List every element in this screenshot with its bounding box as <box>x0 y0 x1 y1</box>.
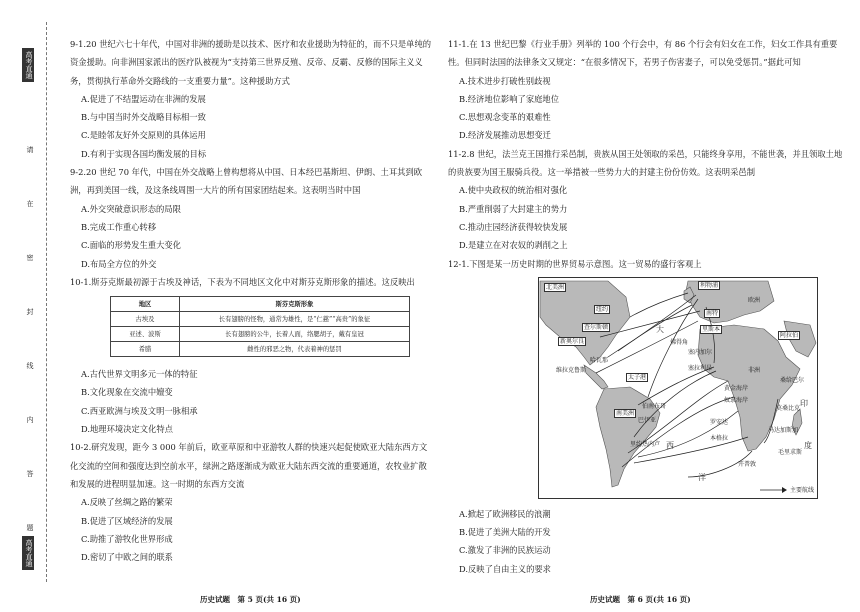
label-port-au-prince: 太子港 <box>628 373 647 381</box>
option-a: A.掀起了欧洲移民的浪潮 <box>459 508 551 519</box>
table-cell-region: 希腊 <box>111 342 180 357</box>
margin-char: 线 <box>26 362 34 369</box>
question-stem: 9-1.20 世纪六七十年代，中国对非洲的援助是以技术、医疗和农业援助为特征的，而不只是单纯的资金援助。向非洲国家派出的医疗队被视为“支持第三世界反殖、反帝、反霸、反修的国际主义义务，贯彻执行革命外交路线的一支重要力量”。这种援助方式 <box>70 39 432 86</box>
option-c: C.是睦邻友好外交原则的具体运用 <box>81 130 206 141</box>
page-footer-right: 历史试题 第 6 页(共 16 页) <box>590 595 691 604</box>
margin-char: 题 <box>26 524 34 531</box>
option-c: C.推动庄园经济获得较快发展 <box>459 221 568 232</box>
option-d: D.是建立在对农奴的剥削之上 <box>459 240 568 251</box>
table-header: 斯芬克斯形象 <box>180 297 410 312</box>
question-stem: 11-1.在 13 世纪巴黎《行业手册》列举的 100 个行会中，有 86 个行会有妇女在工作，妇女工作具有重要性。但同时法国的法律条文又规定：“在很多情况下，若男子伤害妻子，可以免受惩罚。”据此可知 <box>448 39 838 68</box>
margin-char: 请 <box>26 146 34 153</box>
option-c: C.思想观念变革的艰难性 <box>459 112 551 123</box>
margin-char: 封 <box>26 308 34 315</box>
question-9-1 <box>70 35 435 163</box>
label-north-america: 北美洲 <box>546 283 565 291</box>
option-d: D.有利于实现各国均衡发展的目标 <box>81 148 207 159</box>
question-stem: 10-1.斯芬克斯最初源于古埃及神话，下表为不同地区文化中对斯芬克斯形象的描述。这反映出 <box>70 276 415 287</box>
label-mozambique: 莫桑比克 <box>776 404 801 412</box>
label-cape-verde: 佛得角 <box>670 338 689 346</box>
map-legend-label: 主要航线 <box>790 486 815 494</box>
margin-char: 在 <box>26 200 34 207</box>
table-cell-description: 长有翅膀的怪物，通常为雄性，是“仁慈”“高贵”的象征 <box>180 312 410 327</box>
option-a: A.外交突破意识形态的局限 <box>81 203 181 214</box>
question-stem: 9-2.20 世纪 70 年代，中国在外交战略上曾构想将从中国、日本经巴基斯坦、伊朗、土耳其到欧洲，再到美国一线，及这条线周围一大片的所有国家团结起来。这表明当时中国 <box>70 167 423 196</box>
question-stem: 11-2.8 世纪，法兰克王国推行采邑制，贵族从国王处领取的采邑，只能终身享用，不能世袭，并且领取土地的贵族要为国王服骑兵役。这一举措被一些势力大的封建主份份仿效。这表明采邑制 <box>448 148 843 178</box>
option-d: D.反映了自由主义的要求 <box>459 563 551 574</box>
option-b: B.严重削弱了大封建主的势力 <box>459 203 568 214</box>
map-graphic <box>538 277 818 499</box>
table-row <box>111 342 410 357</box>
option-c: C.助推了游牧化世界形成 <box>81 533 173 544</box>
label-europe: 欧洲 <box>748 296 761 304</box>
option-d: D.密切了中欧之间的联系 <box>81 552 173 563</box>
option-a: A.促进了不结盟运动在非洲的发展 <box>81 93 206 104</box>
label-mauritius: 毛里求斯 <box>778 448 803 456</box>
label-luanda: 罗安达 <box>710 418 729 426</box>
option-d: D.布局全方位的外交 <box>81 258 157 269</box>
label-south-america: 南美洲 <box>616 409 635 417</box>
question-12-1 <box>448 255 843 578</box>
option-a: A.反映了丝绸之路的繁荣 <box>81 497 173 508</box>
margin-char: 内 <box>26 416 34 423</box>
option-a: A.技术进步打破性别歧视 <box>459 75 551 86</box>
option-b: B.促进了美洲大陆的开发 <box>459 527 551 538</box>
label-nantes: 南特 <box>706 309 719 317</box>
sphinx-table <box>110 296 410 357</box>
option-b: B.促进了区域经济的发展 <box>81 515 173 526</box>
page-footer-left: 历史试题 第 5 页(共 16 页) <box>200 595 301 604</box>
seal-line <box>46 22 47 582</box>
option-c: C.面临的形势发生重大变化 <box>81 240 181 251</box>
table-cell-region: 亚述、波斯 <box>111 327 180 342</box>
option-a: A.使中央政权的统治相对强化 <box>459 185 568 196</box>
label-pernambuco: 伯南布哥 <box>642 402 667 410</box>
label-havana: 哈瓦那 <box>590 356 609 364</box>
ocean-char: 大 <box>656 324 664 334</box>
label-veracruz: 维拉克鲁斯 <box>556 366 587 374</box>
option-b: B.与中国当时外交战略目标相一致 <box>81 112 206 123</box>
option-d: D.地理环境决定文化特点 <box>81 424 173 435</box>
label-new-york: 纽约 <box>596 305 609 313</box>
question-9-2 <box>70 163 435 273</box>
label-zanzibar: 桑给巴尔 <box>780 376 805 384</box>
label-cape-town: 开普敦 <box>738 460 757 468</box>
page-6-column <box>448 35 843 578</box>
question-stem: 12-1.下图是某一历史时期的世界贸易示意图。这一贸易的盛行客观上 <box>448 258 702 269</box>
label-lisbon: 里斯本 <box>702 325 721 333</box>
label-bahia: 巴伊亚 <box>638 416 657 424</box>
margin-char: 答 <box>26 470 34 477</box>
label-sierra-leone: 塞拉利昂 <box>688 364 713 372</box>
option-c: C.激发了非洲的民族运动 <box>459 545 551 556</box>
option-b: B.文化现象在交流中嬗变 <box>81 387 173 398</box>
label-senegal: 塞内加尔 <box>688 348 713 356</box>
margin-char: 密 <box>26 254 34 261</box>
label-liverpool: 利物浦 <box>700 281 719 289</box>
option-b: B.经济地位影响了家庭地位 <box>459 93 560 104</box>
option-a: A.古代世界文明多元一体的特征 <box>81 369 198 380</box>
label-rio: 里约热内卢 <box>630 440 661 448</box>
margin-tag-top: 高考直通 <box>22 48 34 82</box>
table-cell-description: 长有翅膀的公牛，长着人面，络腮胡子，戴有皇冠 <box>180 327 410 342</box>
label-arabia: 阿拉伯 <box>780 331 799 339</box>
question-10-2 <box>70 438 435 566</box>
label-charleston: 查尔斯顿 <box>584 323 609 331</box>
label-gold-coast: 黄金海岸 <box>724 384 749 392</box>
ocean-char: 度 <box>804 440 812 450</box>
label-new-orleans: 新奥尔良 <box>560 337 585 345</box>
table-row <box>111 327 410 342</box>
binding-margin <box>0 0 58 612</box>
trade-route-map <box>538 277 818 499</box>
question-11-1 <box>448 35 843 145</box>
ocean-char: 洋 <box>698 472 706 482</box>
option-d: D.经济发展推动思想变迁 <box>459 130 551 141</box>
label-africa: 非洲 <box>748 366 761 374</box>
table-header: 地区 <box>111 297 180 312</box>
question-10-1 <box>70 273 435 438</box>
option-b: B.完成工作重心转移 <box>81 221 157 232</box>
table-row <box>111 312 410 327</box>
ocean-char: 印 <box>800 398 808 408</box>
page-5-column <box>70 35 435 566</box>
label-madagascar: 马达加斯加 <box>768 426 799 434</box>
option-c: C.西亚欧洲与埃及文明一脉相承 <box>81 405 198 416</box>
label-slave-coast: 奴隶海岸 <box>724 396 749 404</box>
question-11-2 <box>448 145 843 255</box>
table-cell-description: 雌性的邪恶之物，代表着神的惩罚 <box>180 342 410 357</box>
table-cell-region: 古埃及 <box>111 312 180 327</box>
margin-tag-bottom: 高考直通 <box>22 536 34 570</box>
label-benguela: 本格拉 <box>710 434 729 442</box>
question-stem: 10-2.研究发现，距今 3 000 年前后，欧亚草原和中亚游牧人群的快速兴起促使欧亚大陆东西方文化交流的空间和强度达到空前水平，绿洲之路逐渐成为欧亚大陆东西交流的重要通道，农牧业扩散和发展的进程明显加速。这一时期的东西方交流 <box>70 442 428 489</box>
ocean-char: 西 <box>666 440 674 450</box>
